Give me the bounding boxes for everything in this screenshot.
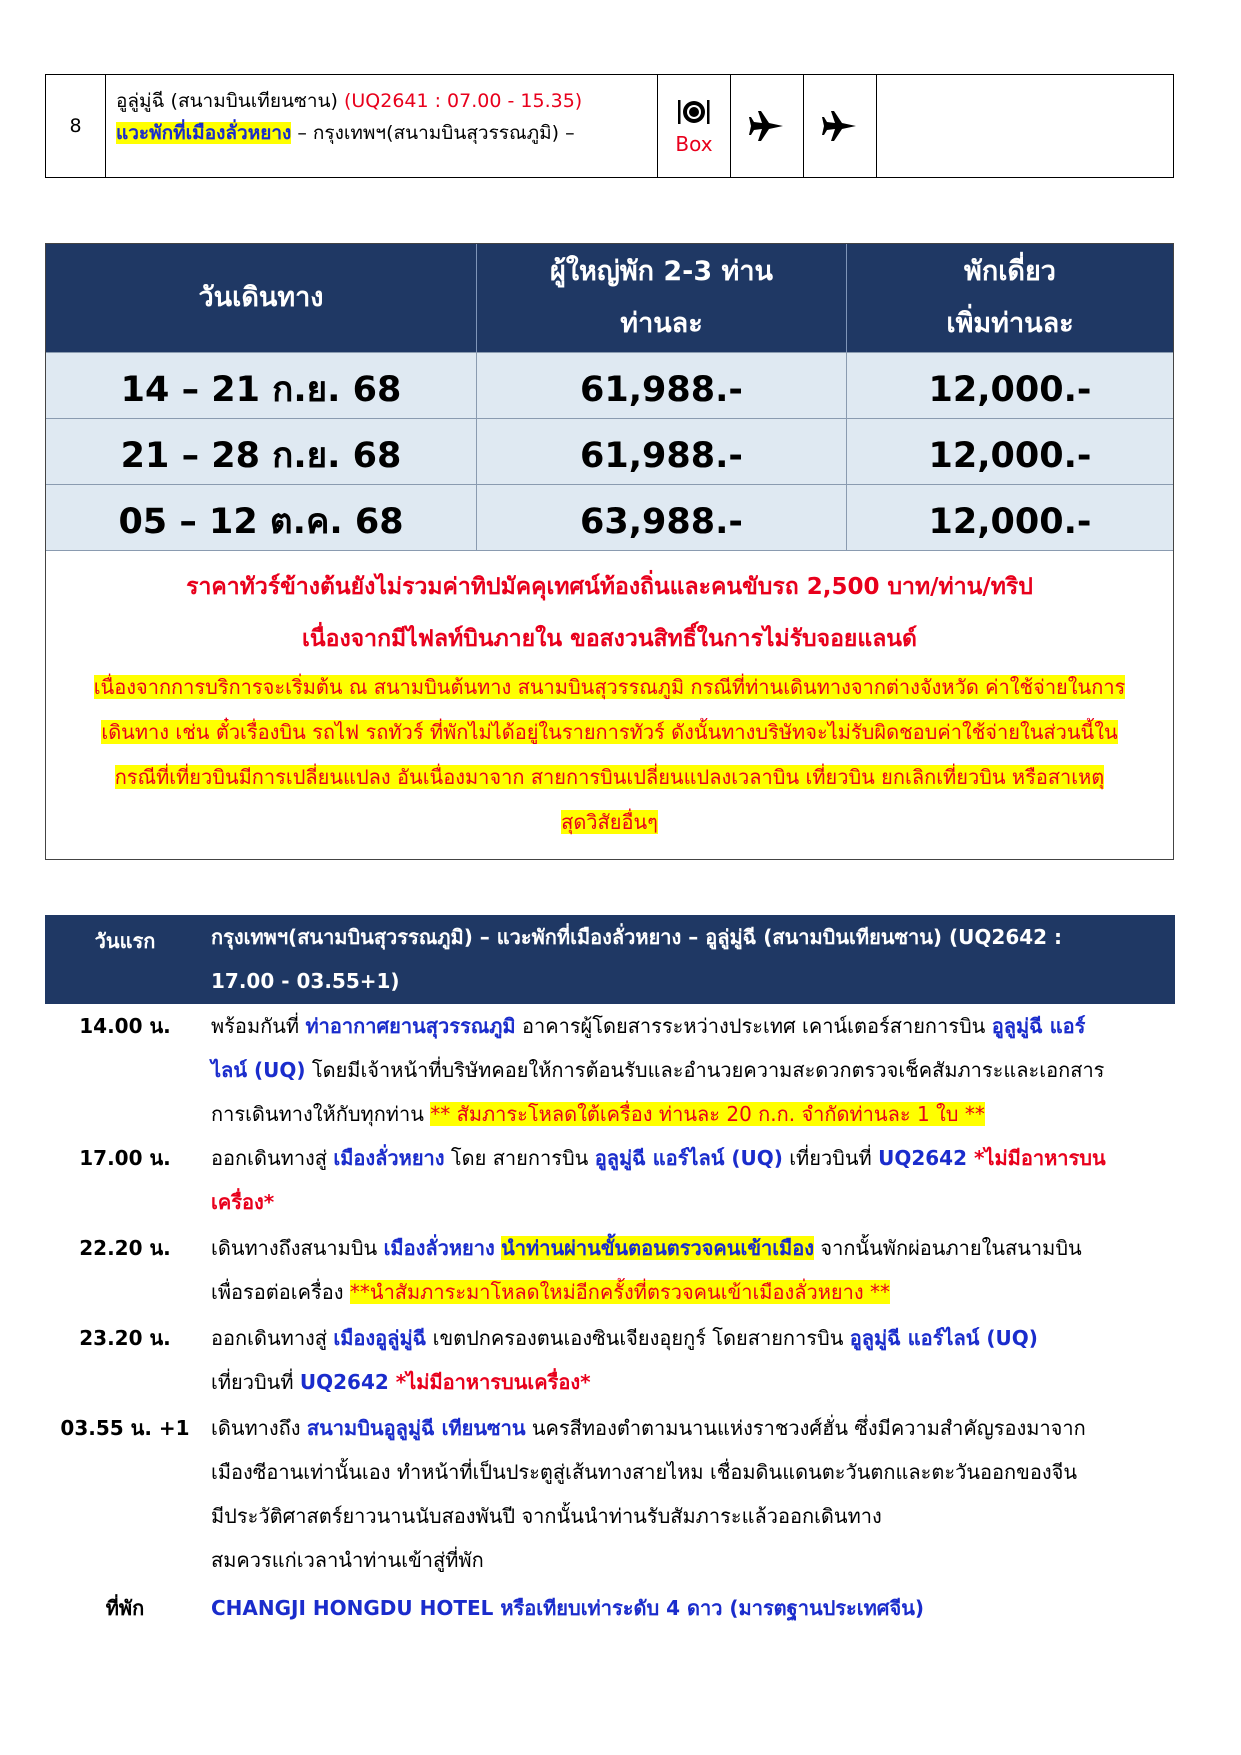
city-name: เมืองลั่วหยาง [333, 1146, 445, 1170]
day1-label: วันแรก [94, 929, 156, 953]
text: โดยมีเจ้าหน้าที่บริษัทคอยให้การต้อนรับและอำนวยความสะดวกตรวจเช็คสัมภาระและเอกสาร [305, 1058, 1105, 1082]
price-table [45, 243, 1174, 860]
airport-name: ท่าอากาศยานสุวรรณภูมิ [305, 1014, 516, 1038]
schedule-time: 03.55 น. +1 [60, 1416, 190, 1440]
day8-flight: (UQ2641 : 07.00 - 15.35) [343, 90, 583, 112]
hotel-label: ที่พัก [105, 1596, 145, 1620]
header-adult-line2: ท่านละ [620, 308, 703, 339]
airline-name: อูลูมู่ฉี แอร์ [991, 1014, 1086, 1038]
header-adult-line1: ผู้ใหญ่พัก 2-3 ท่าน [550, 256, 773, 287]
travel-date: 21 – 28 ก.ย. 68 [46, 419, 477, 484]
text: เที่ยวบินที่ [782, 1146, 879, 1170]
hotel-cell [877, 75, 1173, 177]
header-adult-price [477, 244, 847, 352]
city-name: เมืองลั่วหยาง [383, 1236, 495, 1260]
text: เพื่อรอต่อเครื่อง [211, 1280, 350, 1304]
text: ออกเดินทางสู่ [211, 1146, 334, 1170]
day8-route-part2: – กรุงเทพฯ(สนามบินสุวรรณภูมิ) – [291, 122, 575, 144]
no-meal-note: *ไม่มีอาหารบนเครื่อง* [388, 1370, 591, 1394]
immigration-note: นำท่านผ่านขั้นตอนตรวจคนเข้าเมือง [501, 1236, 815, 1260]
price-notes [46, 550, 1173, 859]
text: เขตปกครองตนเองซินเจียงอุยกูร์ โดยสายการบิน [426, 1326, 850, 1350]
meal-dinner-cell [804, 75, 877, 177]
text: มีประวัติศาสตร์ยาวนานนับสองพันปี จากนั้นนำท่านรับสัมภาระแล้วออกเดินทาง [211, 1504, 882, 1528]
text: สมควรแก่เวลานำท่านเข้าสู่ที่พัก [211, 1548, 484, 1572]
schedule-time: 14.00 น. [79, 1014, 171, 1038]
text: นครสีทองตำตามนานแห่งราชวงศ์ฮั่น ซึ่งมีความสำคัญรองมาจาก [525, 1416, 1086, 1440]
schedule-text [211, 1316, 1186, 1404]
day-number: 8 [46, 75, 106, 177]
single-price: 12,000.- [928, 501, 1092, 542]
single-price: 12,000.- [928, 435, 1092, 476]
baggage-note: ** สัมภาระโหลดใต้เครื่อง ท่านละ 20 ก.ก. จำกัดท่านละ 1 ใบ ** [430, 1102, 985, 1126]
schedule-text [211, 1406, 1186, 1582]
meal-icon [677, 96, 711, 128]
table-row [46, 352, 1173, 418]
text: เดินทางถึงสนามบิน [211, 1236, 384, 1260]
airline-name: ไลน์ (UQ) [211, 1058, 306, 1082]
schedule-time: 17.00 น. [79, 1146, 171, 1170]
header-single-line2: เพิ่มท่านละ [946, 308, 1074, 339]
disclaimer-line: เดินทาง เช่น ตั๋วเรื่องบิน รถไฟ รถทัวร์ ที่พักไม่ได้อยู่ในรายการทัวร์ ดังนั้นทางบริษัทจะไม่รับผิดชอบค่าใช้จ่ายในส่วนนี้ใน [101, 720, 1118, 744]
travel-date: 14 – 21 ก.ย. 68 [46, 353, 477, 418]
adult-price: 63,988.- [477, 485, 847, 550]
text: การเดินทางให้กับทุกท่าน [211, 1102, 431, 1126]
meal-breakfast-cell [658, 75, 731, 177]
schedule-time: 23.20 น. [79, 1326, 171, 1350]
table-row [46, 418, 1173, 484]
day1-header [45, 915, 1175, 1004]
header-single-supplement [847, 244, 1173, 352]
disclaimer-line: กรณีที่เที่ยวบินมีการเปลี่ยนแปลง อันเนื่องมาจาก สายการบินเปลี่ยนแปลงเวลาบิน เที่ยวบิน ยกเลิกเที่ยวบิน หรือสาเหตุ [114, 765, 1105, 789]
plane-icon [822, 108, 858, 144]
airline-name: อูลูมู่ฉี แอร์ไลน์ (UQ) [594, 1146, 783, 1170]
text: เที่ยวบินที่ [211, 1370, 300, 1394]
meal-box-label: Box [675, 132, 713, 156]
day1-title-line2: 17.00 - 03.55+1) [211, 969, 400, 993]
hotel-name: CHANGJI HONGDU HOTEL หรือเทียบเท่าระดับ 4 ดาว (มารตฐานประเทศจีน) [211, 1596, 925, 1620]
day8-route-part1: อูลู่มู่ฉี (สนามบินเทียนซาน) [116, 90, 338, 112]
city-name: เมืองอูลู่มู่ฉี [333, 1326, 427, 1350]
schedule-text [211, 1226, 1186, 1314]
day1-title [211, 915, 1161, 1003]
table-row [46, 484, 1173, 550]
disclaimer-line: สุดวิสัยอื่นๆ [561, 810, 658, 834]
adult-price: 61,988.- [477, 419, 847, 484]
schedule-text [211, 1136, 1186, 1224]
adult-price: 61,988.- [477, 353, 847, 418]
text: อาคารผู้โดยสารระหว่างประเทศ เคาน์เตอร์สายการบิน [515, 1014, 992, 1038]
travel-date: 05 – 12 ต.ค. 68 [46, 485, 477, 550]
itinerary-day8-row [45, 74, 1174, 178]
text: ออกเดินทางสู่ [211, 1326, 334, 1350]
note-joinland: เนื่องจากมีไฟลท์บินภายใน ขอสงวนสิทธิ์ในการไม่รับจอยแลนด์ [302, 626, 917, 652]
plane-icon [749, 108, 785, 144]
flight-number: UQ2642 [299, 1370, 389, 1394]
header-single-line1: พักเดี่ยว [964, 256, 1056, 287]
schedule-time: 22.20 น. [79, 1236, 171, 1260]
day8-description [106, 75, 658, 177]
header-travel-date: วันเดินทาง [46, 244, 477, 352]
note-disclaimer [64, 665, 1155, 845]
disclaimer-line: เนื่องจากการบริการจะเริ่มต้น ณ สนามบินต้นทาง สนามบินสุวรรณภูมิ กรณีที่ท่านเดินทางจากต่างจังหวัด ค่าใช้จ่ายในการ [93, 675, 1126, 699]
no-meal-note: เครื่อง* [211, 1190, 275, 1214]
flight-number: UQ2642 [878, 1146, 967, 1170]
text: พร้อมกันที่ [211, 1014, 306, 1038]
day8-stopover: แวะพักที่เมืองลั่วหยาง [116, 122, 292, 144]
text: เดินทางถึง [211, 1416, 307, 1440]
text: เมืองซีอานเท่านั้นเอง ทำหน้าที่เป็นประตูสู่เส้นทางสายไหม เชื่อมดินแดนตะวันตกและตะวันออกของจีน [211, 1460, 1077, 1484]
note-tip: ราคาทัวร์ข้างต้นยังไม่รวมค่าทิปมัคคุเทศน์ท้องถิ่นและคนขับรถ 2,500 บาท/ท่าน/ทริป [186, 574, 1033, 600]
price-table-header [46, 244, 1173, 352]
meal-lunch-cell [731, 75, 804, 177]
single-price: 12,000.- [928, 369, 1092, 410]
airline-name: อูลูมู่ฉี แอร์ไลน์ (UQ) [849, 1326, 1038, 1350]
no-meal-note: *ไม่มีอาหารบน [967, 1146, 1106, 1170]
text: โดย สายการบิน [444, 1146, 595, 1170]
schedule-text [211, 1004, 1186, 1136]
baggage-note: **นำสัมภาระมาโหลดใหม่อีกครั้งที่ตรวจคนเข้าเมืองลั่วหยาง ** [349, 1280, 890, 1304]
text: จากนั้นพักผ่อนภายในสนามบิน [814, 1236, 1082, 1260]
airport-name: สนามบินอูลูมู่ฉี เทียนซาน [306, 1416, 526, 1440]
day1-title-line1: กรุงเทพฯ(สนามบินสุวรรณภูมิ) – แวะพักที่เมืองลั่วหยาง – อูลู่มู่ฉี (สนามบินเทียนซาน) (UQ2642 : [211, 925, 1063, 949]
